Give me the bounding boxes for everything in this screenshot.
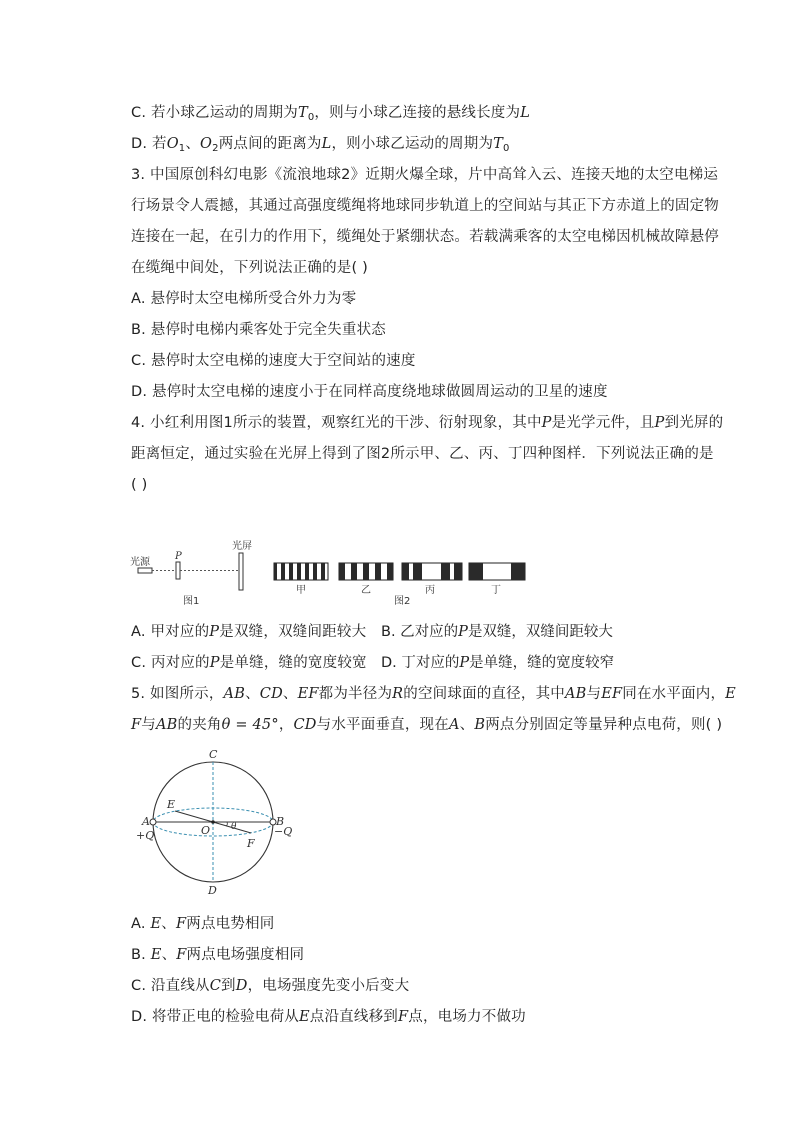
charge-a	[150, 819, 156, 825]
q5-stem-line-2: F与AB的夹角θ = 45°，CD与水平面垂直，现在A、B两点分别固定等量异种点电荷，则( )	[131, 717, 723, 733]
element-p-label: P	[175, 551, 182, 562]
q5-option-d: D. 将带正电的检验电荷从E点沿直线移到F点，电场力不做功	[131, 1009, 526, 1025]
q4-option-a: A. 甲对应的P是双缝，双缝间距较大	[131, 624, 367, 640]
pattern-label-ding: 丁	[491, 585, 501, 596]
q4-option-c: C. 丙对应的P是单缝，缝的宽度较宽	[131, 655, 367, 671]
label-minus-q: −Q	[274, 825, 293, 838]
label-o: O	[201, 824, 211, 837]
pattern-jia	[274, 563, 328, 580]
q3-stem-line-2: 行场景令人震撼，其通过高强度缆绳将地球同步轨道上的空间站与其正下方赤道上的固定物	[131, 198, 719, 214]
label-b: B	[276, 815, 285, 828]
label-c: C	[209, 748, 218, 761]
label-f: F	[247, 837, 255, 850]
q3-option-c: C. 悬停时太空电梯的速度大于空间站的速度	[131, 353, 416, 369]
screen-label: 光屏	[232, 541, 252, 552]
label-plus-q: +Q	[136, 829, 155, 842]
q4-figure	[128, 535, 538, 610]
pattern-label-jia: 甲	[296, 585, 306, 596]
fig2-caption: 图2	[394, 596, 411, 607]
q4-stem-line-1: 4. 小红利用图1所示的装置，观察红光的干涉、衍射现象，其中P是光学元件，且P到光屏的	[131, 415, 724, 431]
q4-stem-line-2: 距离恒定，通过实验在光屏上得到了图2所示甲、乙、丙、丁四种图样．下列说法正确的是	[131, 446, 714, 462]
label-theta: θ	[231, 822, 237, 832]
label-d: D	[208, 884, 217, 897]
fig1-caption: 图1	[183, 596, 200, 607]
label-a: A	[142, 815, 150, 828]
pattern-label-yi: 乙	[361, 585, 371, 596]
q5-option-b: B. E、F两点电场强度相同	[131, 947, 305, 963]
pattern-bing	[402, 563, 462, 580]
q3-option-a: A. 悬停时太空电梯所受合外力为零	[131, 291, 357, 307]
q3-stem-line-4: 在缆绳中间处，下列说法正确的是( )	[131, 260, 369, 276]
q5-option-c: C. 沿直线从C到D，电场强度先变小后变大	[131, 978, 410, 994]
optical-element-p	[176, 562, 180, 579]
light-source	[138, 568, 152, 573]
q5-option-a: A. E、F两点电势相同	[131, 916, 275, 932]
q3-stem-line-1: 3. 中国原创科幻电影《流浪地球2》近期火爆全球，片中高耸入云、连接天地的太空电梯运	[131, 167, 719, 183]
q3-option-d: D. 悬停时太空电梯的速度小于在同样高度绕地球做圆周运动的卫星的速度	[131, 384, 608, 400]
q3-stem-line-3: 连接在一起，在引力的作用下，缆绳处于紧绷状态。若载满乘客的太空电梯因机械故障悬停	[131, 229, 719, 245]
q4-stem-line-3: ( )	[131, 477, 148, 493]
q4-option-d: D. 丁对应的P是单缝，缝的宽度较窄	[381, 655, 615, 671]
q5-sphere-figure	[135, 745, 295, 897]
light-screen	[239, 553, 243, 590]
q5-stem-line-1: 5. 如图所示，AB、CD、EF都为半径为R的空间球面的直径，其中AB与EF同在水平面内，E	[131, 686, 736, 702]
q2-option-d: D. 若$O_1$、$O_2$两点间的距离为L，则小球乙运动的周期为$T_0$	[131, 136, 510, 154]
label-e: E	[167, 798, 176, 811]
light-source-label: 光源	[130, 557, 150, 568]
q3-option-b: B. 悬停时电梯内乘客处于完全失重状态	[131, 322, 386, 338]
pattern-ding	[469, 563, 525, 580]
q2-option-c: C. 若小球乙运动的周期为$T_0$，则与小球乙连接的悬线长度为L	[131, 105, 531, 123]
q4-option-b: B. 乙对应的P是双缝，双缝间距较大	[381, 624, 613, 640]
pattern-label-bing: 丙	[425, 585, 435, 596]
center-o	[211, 820, 215, 824]
pattern-yi	[339, 563, 393, 580]
